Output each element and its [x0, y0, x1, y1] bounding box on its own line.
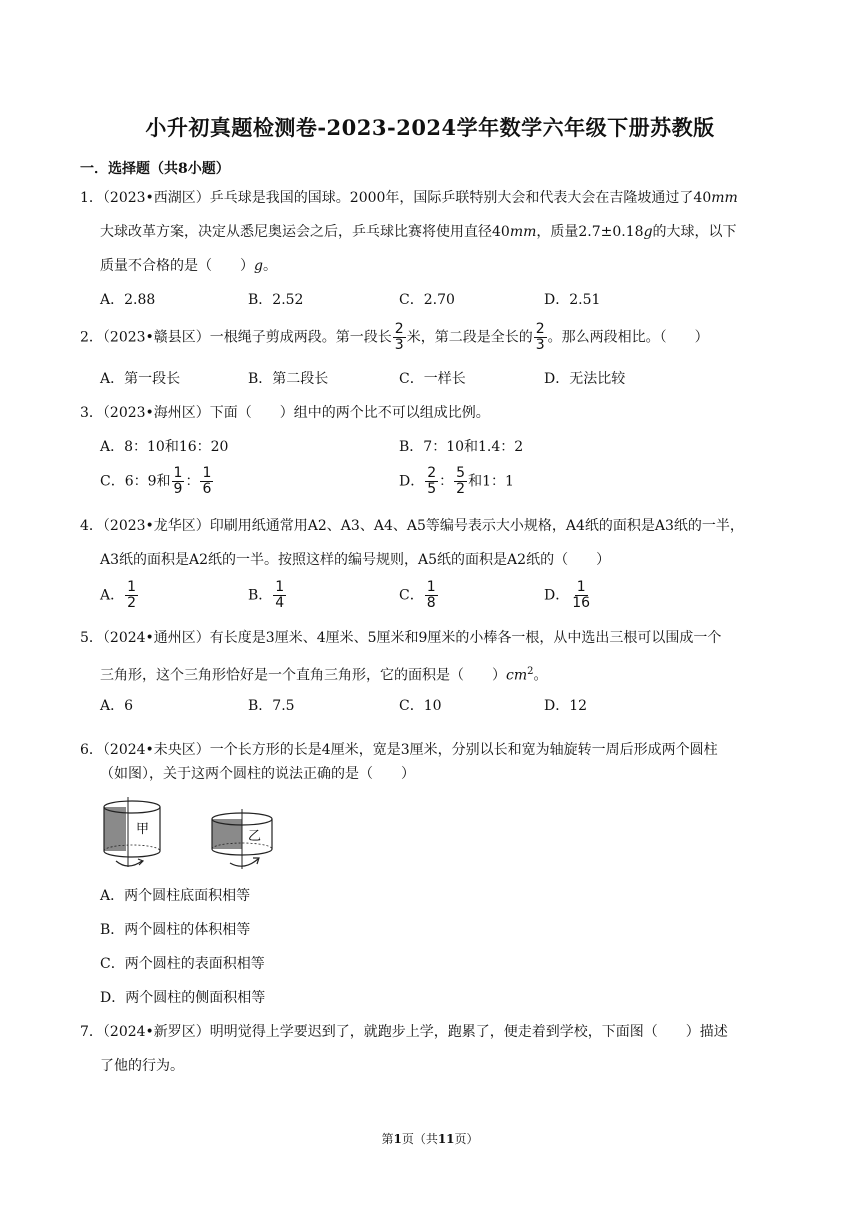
q1-option-d[interactable]: D．2.51: [544, 292, 601, 308]
q2-option-c[interactable]: C．一样长: [399, 371, 466, 387]
fraction: $\frac{2}{3}$: [394, 321, 404, 353]
q4-option-c[interactable]: C． $\frac{1}{8}$: [399, 579, 436, 611]
q4-option-b[interactable]: B． $\frac{1}{4}$: [248, 579, 285, 611]
fraction: $\frac{2}{5}$: [427, 465, 437, 497]
q2-option-a[interactable]: A．第一段长: [100, 371, 181, 387]
cylinder-figure: [96, 795, 286, 875]
q4-option-a[interactable]: A． $\frac{1}{2}$: [100, 579, 137, 611]
q5-option-b[interactable]: B．7.5: [248, 698, 295, 714]
fraction: $\frac{1}{2}$: [127, 579, 137, 611]
fraction: $\frac{1}{16}$: [572, 579, 591, 611]
fraction: $\frac{5}{2}$: [456, 465, 466, 497]
q1-option-a[interactable]: A．2.88: [100, 292, 156, 308]
q6-option-c[interactable]: C．两个圆柱的表面积相等: [100, 956, 265, 972]
label-jia: 甲: [136, 822, 150, 837]
q6-option-b[interactable]: B．两个圆柱的体积相等: [100, 922, 251, 938]
fraction: $\frac{1}{8}$: [426, 579, 436, 611]
q6-line-1: 6．（2024•未央区）一个长方形的长是4厘米，宽是3厘米，分别以长和宽为轴旋转一周后形成两个圆柱: [80, 742, 718, 758]
q7-line-2: 了他的行为。: [100, 1058, 184, 1074]
fraction: $\frac{1}{9}$: [173, 465, 183, 497]
q5-option-c[interactable]: C．10: [399, 698, 442, 714]
fraction: $\frac{1}{6}$: [202, 465, 212, 497]
fraction: $\frac{1}{4}$: [275, 579, 285, 611]
page-title: 小升初真题检测卷-2023-2024学年数学六年级下册苏教版: [145, 115, 715, 140]
q2-option-b[interactable]: B．第二段长: [248, 371, 329, 387]
q5-line-2: 三角形，这个三角形恰好是一个直角三角形，它的面积是（ ）$cm^2$。: [100, 666, 548, 684]
q2-stem: 2．（2023•赣县区）一根绳子剪成两段。第一段长 $\frac{2}{3}$ 米，第二段是全长的 $\frac{2}{3}$ 。那么两段相比。（ ）: [80, 321, 709, 353]
cylinder-jia: [104, 797, 160, 867]
q4-line-2: A3纸的面积是A2纸的一半。按照这样的编号规则，A5纸的面积是A2纸的（ ）: [100, 552, 611, 568]
q7-line-1: 7．（2024•新罗区）明明觉得上学要迟到了，就跑步上学，跑累了，便走着到学校，下面图（ ）描述: [80, 1024, 728, 1040]
q5-line-1: 5．（2024•通州区）有长度是3厘米、4厘米、5厘米和9厘米的小棒各一根，从中选出三根可以围成一个: [80, 630, 722, 646]
fraction: $\frac{2}{3}$: [535, 321, 545, 353]
q1-line-3: 质量不合格的是（ ）g。: [100, 258, 277, 274]
q5-option-a[interactable]: A．6: [100, 698, 134, 714]
q2-option-d[interactable]: D．无法比较: [544, 371, 626, 387]
q4-line-1: 4．（2023•龙华区）印刷用纸通常用A2、A3、A4、A5等编号表示大小规格，A4纸的面积是A3纸的一半，: [80, 518, 744, 534]
q6-line-2: （如图），关于这两个圆柱的说法正确的是（ ）: [100, 766, 415, 782]
q6-option-a[interactable]: A．两个圆柱底面积相等: [100, 888, 251, 904]
q3-option-a[interactable]: A．8：10和16：20: [100, 439, 229, 455]
section-heading: 一．选择题（共8小题）: [80, 161, 230, 177]
q3-option-b[interactable]: B．7：10和1.4：2: [399, 439, 524, 455]
q1-option-b[interactable]: B．2.52: [248, 292, 304, 308]
page-footer: 第1页（共11页）: [381, 1132, 479, 1146]
q4-option-d[interactable]: D． $\frac{1}{16}$: [544, 579, 591, 611]
q3-option-d[interactable]: D． $\frac{2}{5}$ ： $\frac{5}{2}$ 和1：1: [399, 465, 514, 497]
q1-line-1: 1．（2023•西湖区）乒乓球是我国的国球。2000年，国际乒联特别大会和代表大会在吉隆坡通过了40mm: [80, 190, 738, 206]
cylinder-yi: [212, 809, 272, 869]
q6-option-d[interactable]: D．两个圆柱的侧面积相等: [100, 990, 266, 1006]
label-yi: 乙: [248, 829, 262, 844]
q5-option-d[interactable]: D．12: [544, 698, 588, 714]
q3-option-c[interactable]: C．6：9和 $\frac{1}{9}$ ： $\frac{1}{6}$: [100, 465, 212, 497]
q1-line-2: 大球改革方案，决定从悉尼奥运会之后，乒乓球比赛将使用直径40mm，质量2.7±0.18g的大球，以下: [100, 224, 737, 240]
q1-option-c[interactable]: C．2.70: [399, 292, 455, 308]
q3-stem: 3．（2023•海州区）下面（ ）组中的两个比不可以组成比例。: [80, 405, 490, 421]
